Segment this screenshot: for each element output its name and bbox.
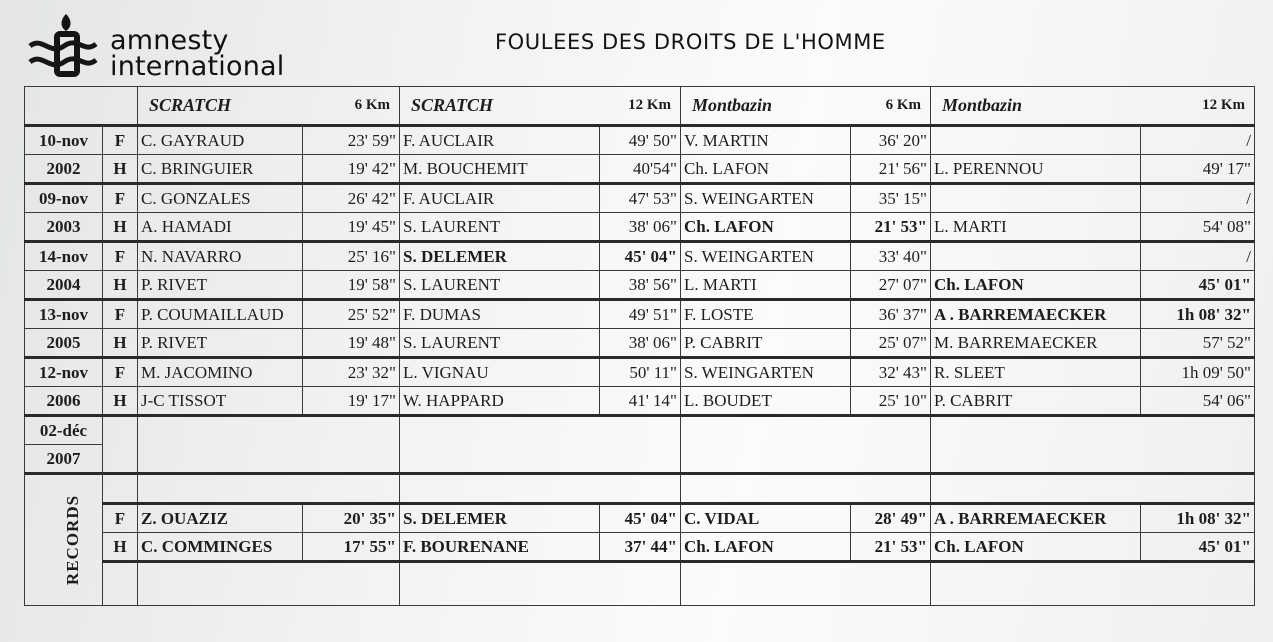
- column-name: Montbazin: [692, 95, 773, 115]
- race-year: 2006: [25, 387, 103, 416]
- table-row: [25, 126, 1255, 155]
- finish-time: 45' 01": [1141, 271, 1255, 300]
- finish-time: 36' 20": [851, 126, 931, 155]
- records-row: [25, 504, 1255, 533]
- logo-line-1: amnesty: [110, 25, 229, 56]
- empty-cell: [400, 562, 681, 606]
- runner-name: P. RIVET: [138, 271, 303, 300]
- finish-time: 28' 49": [851, 504, 931, 533]
- sex-label: F: [103, 184, 138, 213]
- finish-time: 26' 42": [303, 184, 400, 213]
- runner-name: Ch. LAFON: [681, 213, 851, 242]
- sex-label: H: [103, 329, 138, 358]
- finish-time: 41' 14": [600, 387, 681, 416]
- sex-label: H: [103, 213, 138, 242]
- runner-name: P. COUMAILLAUD: [138, 300, 303, 329]
- column-distance: 6 Km: [354, 97, 390, 113]
- runner-name: L. MARTI: [681, 271, 851, 300]
- race-year: 2002: [25, 155, 103, 184]
- sex-label: F: [103, 242, 138, 271]
- column-name: Montbazin: [942, 95, 1023, 115]
- runner-name: A . BARREMAECKER: [931, 300, 1141, 329]
- empty-cell: [931, 474, 1255, 504]
- sex-cell-empty: [103, 562, 138, 606]
- finish-time: 1h 08' 32": [1141, 504, 1255, 533]
- finish-time: 32' 43": [851, 358, 931, 387]
- runner-name: Ch. LAFON: [931, 533, 1141, 562]
- runner-name: J-C TISSOT: [138, 387, 303, 416]
- runner-name: L. PERENNOU: [931, 155, 1141, 184]
- empty-cell: [138, 416, 400, 474]
- logo-wordmark: [110, 25, 285, 82]
- runner-name: F. BOURENANE: [400, 533, 600, 562]
- table-row: [25, 213, 1255, 242]
- finish-time: 23' 59": [303, 126, 400, 155]
- table-row: [25, 387, 1255, 416]
- finish-time: 19' 58": [303, 271, 400, 300]
- table-row: [25, 155, 1255, 184]
- table-row: [25, 562, 1255, 606]
- empty-cell: [138, 474, 400, 504]
- runner-name: F. AUCLAIR: [400, 184, 600, 213]
- table-row: [25, 271, 1255, 300]
- finish-time: /: [1141, 184, 1255, 213]
- finish-time: 47' 53": [600, 184, 681, 213]
- runner-name: S. WEINGARTEN: [681, 242, 851, 271]
- runner-name: L. BOUDET: [681, 387, 851, 416]
- race-date: 14-nov: [25, 242, 103, 271]
- finish-time: 50' 11": [600, 358, 681, 387]
- finish-time: 45' 04": [600, 242, 681, 271]
- header-row: [25, 87, 1255, 126]
- finish-time: 36' 37": [851, 300, 931, 329]
- finish-time: 25' 10": [851, 387, 931, 416]
- column-distance: 12 Km: [628, 97, 671, 113]
- header-cell: [931, 87, 1255, 126]
- sex-label: H: [103, 533, 138, 562]
- runner-name: M. BARREMAECKER: [931, 329, 1141, 358]
- finish-time: 21' 53": [851, 213, 931, 242]
- finish-time: 38' 06": [600, 213, 681, 242]
- table-row: [25, 358, 1255, 387]
- empty-cell: [681, 562, 931, 606]
- empty-cell: [400, 416, 681, 474]
- finish-time: 19' 48": [303, 329, 400, 358]
- runner-name: C. GAYRAUD: [138, 126, 303, 155]
- finish-time: 19' 17": [303, 387, 400, 416]
- runner-name: S. DELEMER: [400, 242, 600, 271]
- runner-name: M. JACOMINO: [138, 358, 303, 387]
- runner-name: N. NAVARRO: [138, 242, 303, 271]
- finish-time: 33' 40": [851, 242, 931, 271]
- runner-name: [931, 126, 1141, 155]
- runner-name: W. HAPPARD: [400, 387, 600, 416]
- runner-name: M. BOUCHEMIT: [400, 155, 600, 184]
- logo-line-2: international: [110, 51, 285, 82]
- finish-time: /: [1141, 242, 1255, 271]
- runner-name: C. BRINGUIER: [138, 155, 303, 184]
- table-row: [25, 329, 1255, 358]
- finish-time: 35' 15": [851, 184, 931, 213]
- finish-time: 1h 08' 32": [1141, 300, 1255, 329]
- runner-name: V. MARTIN: [681, 126, 851, 155]
- runner-name: P. RIVET: [138, 329, 303, 358]
- empty-cell: [400, 474, 681, 504]
- race-year: 2004: [25, 271, 103, 300]
- finish-time: 23' 32": [303, 358, 400, 387]
- runner-name: S. LAURENT: [400, 213, 600, 242]
- finish-time: 38' 06": [600, 329, 681, 358]
- finish-time: 54' 06": [1141, 387, 1255, 416]
- runner-name: S. WEINGARTEN: [681, 184, 851, 213]
- runner-name: P. CABRIT: [931, 387, 1141, 416]
- runner-name: [931, 184, 1141, 213]
- header-cell: [400, 87, 681, 126]
- finish-time: 17' 55": [303, 533, 400, 562]
- runner-name: [931, 242, 1141, 271]
- race-date: 10-nov: [25, 126, 103, 155]
- finish-time: 45' 01": [1141, 533, 1255, 562]
- finish-time: 27' 07": [851, 271, 931, 300]
- finish-time: 37' 44": [600, 533, 681, 562]
- sex-label: F: [103, 126, 138, 155]
- finish-time: 21' 53": [851, 533, 931, 562]
- runner-name: S. LAURENT: [400, 271, 600, 300]
- runner-name: A. HAMADI: [138, 213, 303, 242]
- runner-name: S. DELEMER: [400, 504, 600, 533]
- runner-name: L. MARTI: [931, 213, 1141, 242]
- empty-cell: [138, 562, 400, 606]
- race-date: 09-nov: [25, 184, 103, 213]
- finish-time: 54' 08": [1141, 213, 1255, 242]
- column-name: SCRATCH: [149, 95, 232, 115]
- race-year: 2005: [25, 329, 103, 358]
- header-cell: [138, 87, 400, 126]
- empty-cell: [931, 562, 1255, 606]
- finish-time: 45' 04": [600, 504, 681, 533]
- runner-name: C. COMMINGES: [138, 533, 303, 562]
- finish-time: 49' 50": [600, 126, 681, 155]
- column-distance: 12 Km: [1202, 97, 1245, 113]
- runner-name: F. DUMAS: [400, 300, 600, 329]
- column-name: SCRATCH: [411, 95, 494, 115]
- runner-name: S. WEINGARTEN: [681, 358, 851, 387]
- race-date: 13-nov: [25, 300, 103, 329]
- document-title: FOULEES DES DROITS DE L'HOMME: [495, 30, 886, 54]
- finish-time: 25' 07": [851, 329, 931, 358]
- finish-time: 1h 09' 50": [1141, 358, 1255, 387]
- runner-name: A . BARREMAECKER: [931, 504, 1141, 533]
- records-label: [25, 474, 103, 606]
- runner-name: S. LAURENT: [400, 329, 600, 358]
- runner-name: C. GONZALES: [138, 184, 303, 213]
- empty-cell: [681, 416, 931, 474]
- amnesty-logo: [26, 10, 326, 82]
- sex-label: H: [103, 271, 138, 300]
- results-table: [24, 86, 1255, 606]
- runner-name: Ch. LAFON: [681, 155, 851, 184]
- finish-time: 40'54": [600, 155, 681, 184]
- header-corner: [25, 87, 138, 126]
- race-date: 02-déc: [25, 416, 103, 445]
- finish-time: 19' 42": [303, 155, 400, 184]
- sex-cell-empty: [103, 474, 138, 504]
- finish-time: 49' 51": [600, 300, 681, 329]
- finish-time: 57' 52": [1141, 329, 1255, 358]
- candle-barbed-wire-icon: [26, 10, 98, 80]
- sex-label: H: [103, 387, 138, 416]
- runner-name: Ch. LAFON: [681, 533, 851, 562]
- table-row: [25, 416, 1255, 445]
- finish-time: 25' 52": [303, 300, 400, 329]
- empty-cell: [681, 474, 931, 504]
- runner-name: Ch. LAFON: [931, 271, 1141, 300]
- sex-label: F: [103, 504, 138, 533]
- finish-time: 25' 16": [303, 242, 400, 271]
- sex-cell-empty: [103, 416, 138, 474]
- sex-label: F: [103, 358, 138, 387]
- column-distance: 6 Km: [885, 97, 921, 113]
- finish-time: 19' 45": [303, 213, 400, 242]
- race-year: 2007: [25, 445, 103, 474]
- race-date: 12-nov: [25, 358, 103, 387]
- finish-time: /: [1141, 126, 1255, 155]
- finish-time: 49' 17": [1141, 155, 1255, 184]
- empty-cell: [931, 416, 1255, 474]
- header-cell: [681, 87, 931, 126]
- sex-label: F: [103, 300, 138, 329]
- runner-name: P. CABRIT: [681, 329, 851, 358]
- runner-name: C. VIDAL: [681, 504, 851, 533]
- runner-name: R. SLEET: [931, 358, 1141, 387]
- records-row: [25, 533, 1255, 562]
- finish-time: 38' 56": [600, 271, 681, 300]
- race-year: 2003: [25, 213, 103, 242]
- table-row: [25, 184, 1255, 213]
- records-text: RECORDS: [63, 494, 83, 586]
- runner-name: F. LOSTE: [681, 300, 851, 329]
- finish-time: 20' 35": [303, 504, 400, 533]
- table-row: [25, 242, 1255, 271]
- sex-label: H: [103, 155, 138, 184]
- table-row: [25, 300, 1255, 329]
- runner-name: Z. OUAZIZ: [138, 504, 303, 533]
- finish-time: 21' 56": [851, 155, 931, 184]
- runner-name: F. AUCLAIR: [400, 126, 600, 155]
- runner-name: L. VIGNAU: [400, 358, 600, 387]
